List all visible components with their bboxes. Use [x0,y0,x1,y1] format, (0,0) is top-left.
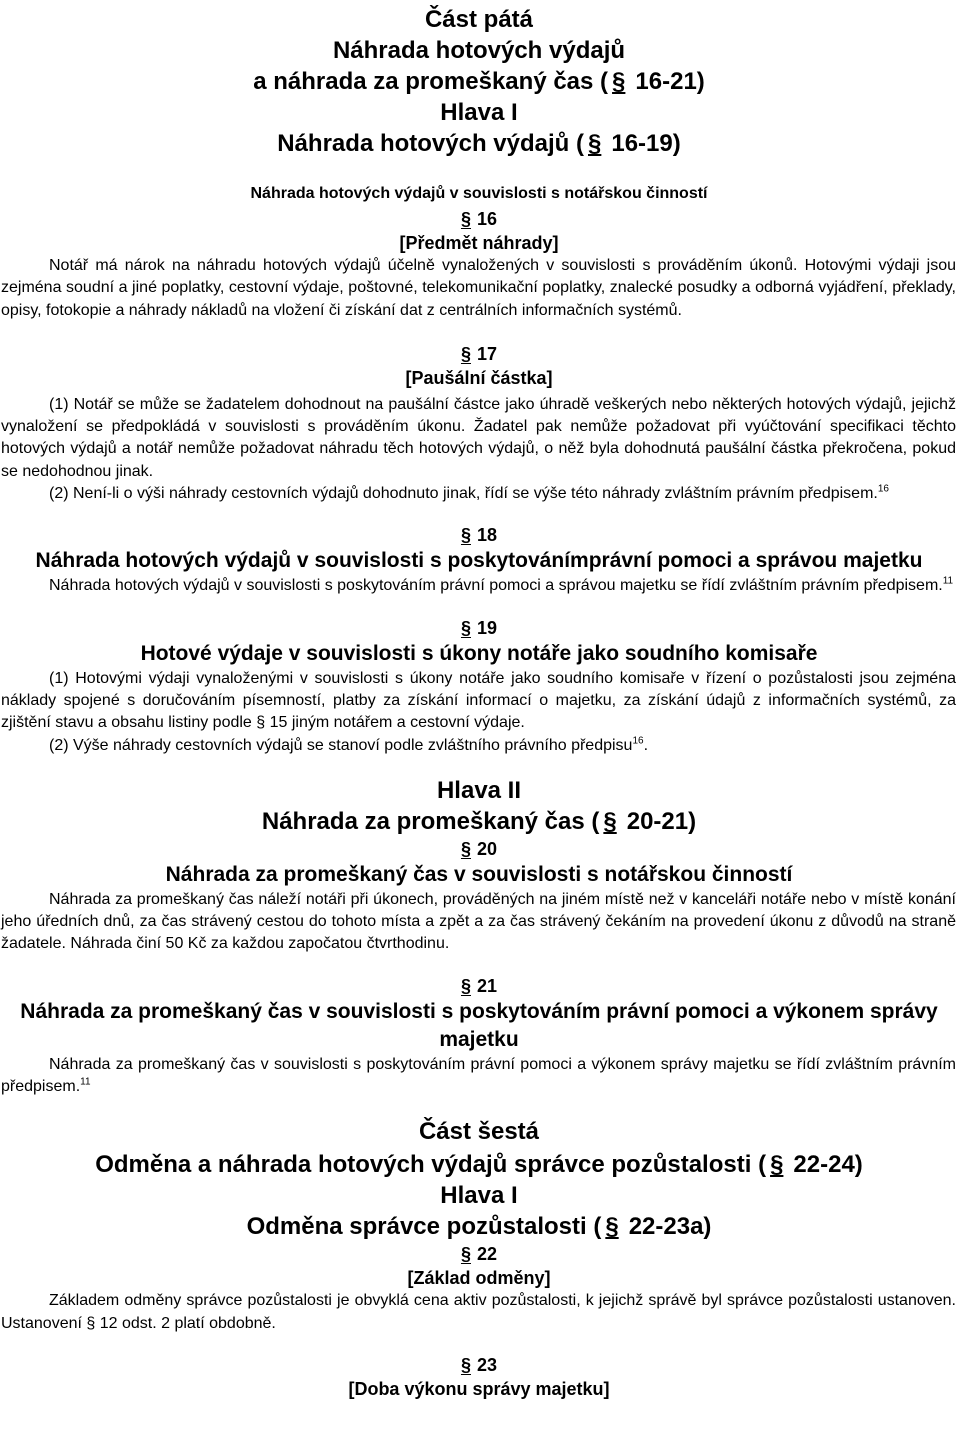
head-2 [0,775,958,837]
range-text: 16-21) [635,68,705,95]
section-paragraph [0,735,958,757]
part-subtitle-range [0,66,958,97]
range-text: Odměna správce pozůstalosti ( [246,1213,602,1241]
range-text: Odměna a náhrada hotových výdajů správce pozůstalosti ( [95,1151,767,1179]
section-20 [0,837,958,956]
paragraph-text: . [643,736,649,754]
section-num: 18 [476,525,498,546]
section-num: 21 [476,975,498,996]
section-heading: [Paušální částka] [405,367,553,388]
paragraph-symbol: § [460,525,471,546]
section-paragraph: Základem odměny správce pozůstalosti je obvyklá cena aktiv pozůstalosti, k jejichž správě byl správce pozůstalosti ustanoven. Ustanovení § 12 odst. 2 platí obdobně. [1,1292,956,1332]
section-heading: [Základ odměny] [407,1268,551,1289]
footnote-ref: 16 [877,483,889,495]
range-text: Náhrada za promeškaný čas ( [261,807,600,835]
section-number [0,342,958,366]
section-heading: Náhrada hotových výdajů v souvislosti s poskytovánímprávní pomoci a správou majetku [35,549,923,573]
footnote-ref: 11 [80,1076,91,1088]
paragraph-symbol: § [603,807,617,835]
section-number [0,974,958,998]
group-title: Náhrada hotových výdajů v souvislosti s notářskou činností [250,185,708,202]
range-text: 22-23a) [628,1213,712,1241]
section-number [0,616,958,640]
paragraph-text: (2) Není-li o výši náhrady cestovních výdajů dohodnuto jinak, řídí se výše této náhrady zvláštním právním předpisem. [49,485,878,503]
paragraph-symbol: § [460,1244,471,1265]
section-paragraph [0,483,958,505]
section-19 [0,616,958,757]
part-title: Část šestá [418,1118,540,1146]
paragraph-symbol: § [460,343,471,364]
head-subtitle [0,128,958,159]
paragraph-symbol: § [612,68,626,95]
paragraph-symbol: § [770,1151,784,1179]
paragraph-symbol: § [460,209,471,229]
part-subtitle [0,1149,958,1180]
head-title: Hlava II [436,776,522,804]
range-text: 22-24) [793,1151,863,1179]
range-text: 20-21) [626,807,697,835]
section-heading: [Doba výkonu správy majetku] [348,1378,610,1399]
section-paragraph [0,575,958,597]
section-num: 19 [476,617,498,638]
paragraph-symbol: § [460,838,471,859]
range-text: Náhrada hotových výdajů ( [277,130,584,157]
paragraph-text: Náhrada hotových výdajů v souvislosti s poskytováním právní pomoci a správou majetku se řídí zvláštním právním předpisem. [49,577,943,595]
section-number [0,1353,958,1377]
paragraph-text: (2) Výše náhrady cestovních výdajů se stanoví podle zvláštního právního předpisu [49,736,633,754]
part-title: Část pátá [424,6,534,33]
section-heading: [Předmět náhrady] [399,233,559,253]
section-paragraph [0,1054,958,1099]
head-subtitle [0,1211,958,1242]
paragraph-symbol: § [588,130,602,157]
paragraph-symbol: § [460,975,471,996]
section-21 [0,974,958,1099]
section-paragraph: (1) Hotovými výdaji vynaloženými v souvislosti s úkony notáře jako soudního komisaře v řízení o pozůstalosti jsou zejména náklady spojené s doručováním písemností, platby za získání informací o majetku, za získání údajů z informačních systémů, za zjištění stavu a obsahu listiny podle § 15 jiným notářem a cestovní výdaje. [1,669,956,732]
part5-header [0,0,958,205]
section-num: 17 [476,343,498,364]
section-num: 16 [476,209,498,229]
part6-header [0,1116,958,1242]
section-16 [0,207,958,322]
head-title: Hlava I [440,1182,518,1210]
section-heading: Náhrada za promeškaný čas v souvislosti s notářskou činností [165,862,793,886]
range-text: a náhrada za promeškaný čas ( [253,68,609,95]
section-number [0,207,958,231]
section-num: 22 [476,1244,498,1265]
section-number [0,837,958,861]
section-num: 20 [476,838,498,859]
head-subtitle [0,806,958,837]
section-paragraph: Notář má nárok na náhradu hotových výdajů účelně vynaložených v souvislosti s prováděním úkonů. Hotovými výdaji jsou zejména soudní a jiné poplatky, cestovní výdaje, poštovné, telekomunikační poplatky, znalecké posudky a odborná vyjádření, překlady, opisy, fotokopie a náhrady nákladů na vložení či získání dat z centrálních informačních systémů. [1,257,956,319]
paragraph-symbol: § [460,617,471,638]
section-17 [0,342,958,505]
head-title: Hlava I [440,99,518,126]
paragraph-symbol: § [460,1354,471,1375]
section-heading: Náhrada za promeškaný čas v souvislosti s poskytováním právní pomoci a výkonem správy majetku [20,999,938,1051]
range-text: 16-19) [611,130,681,157]
footnote-ref: 16 [632,735,644,747]
section-paragraph: Náhrada za promeškaný čas náleží notáři při úkonech, prováděných na jiném místě než v kanceláři notáře nebo v místě konání jeho úředních dnů, za čas strávený cestou do tohoto místa a zpět a za čas strávený čekáním na provedení úkonu z důvodů na straně žadatele. Náhrada činí 50 Kč za každou započatou čtvrthodinu. [1,890,956,953]
section-heading: Hotové výdaje v souvislosti s úkony notáře jako soudního komisaře [140,641,818,665]
section-23 [0,1353,958,1401]
paragraph-text: Náhrada za promeškaný čas v souvislosti s poskytováním právní pomoci a výkonem správy majetku se řídí zvláštním právním předpisem. [1,1055,956,1096]
section-number [0,523,958,547]
section-number [0,1242,958,1266]
part-subtitle: Náhrada hotových výdajů [332,37,626,64]
paragraph-symbol: § [605,1213,619,1241]
section-paragraph: (1) Notář se může se žadatelem dohodnout na paušální částce jako úhradě veškerých nebo některých hotových výdajů, jejichž vynaložení se předpokládá v souvislosti s prováděním úkonu. Žadatel pak nemůže požadovat při vyúčtování specifikaci těchto hotových výdajů a notář nemůže požadovat náhradu těch hotových výdajů, o něž byla dohodnutá paušální částka překročena, pokud se nedohodnou jinak. [1,395,956,480]
footnote-ref: 11 [942,576,954,588]
section-18 [0,523,958,597]
section-22 [0,1242,958,1335]
section-num: 23 [476,1354,498,1375]
